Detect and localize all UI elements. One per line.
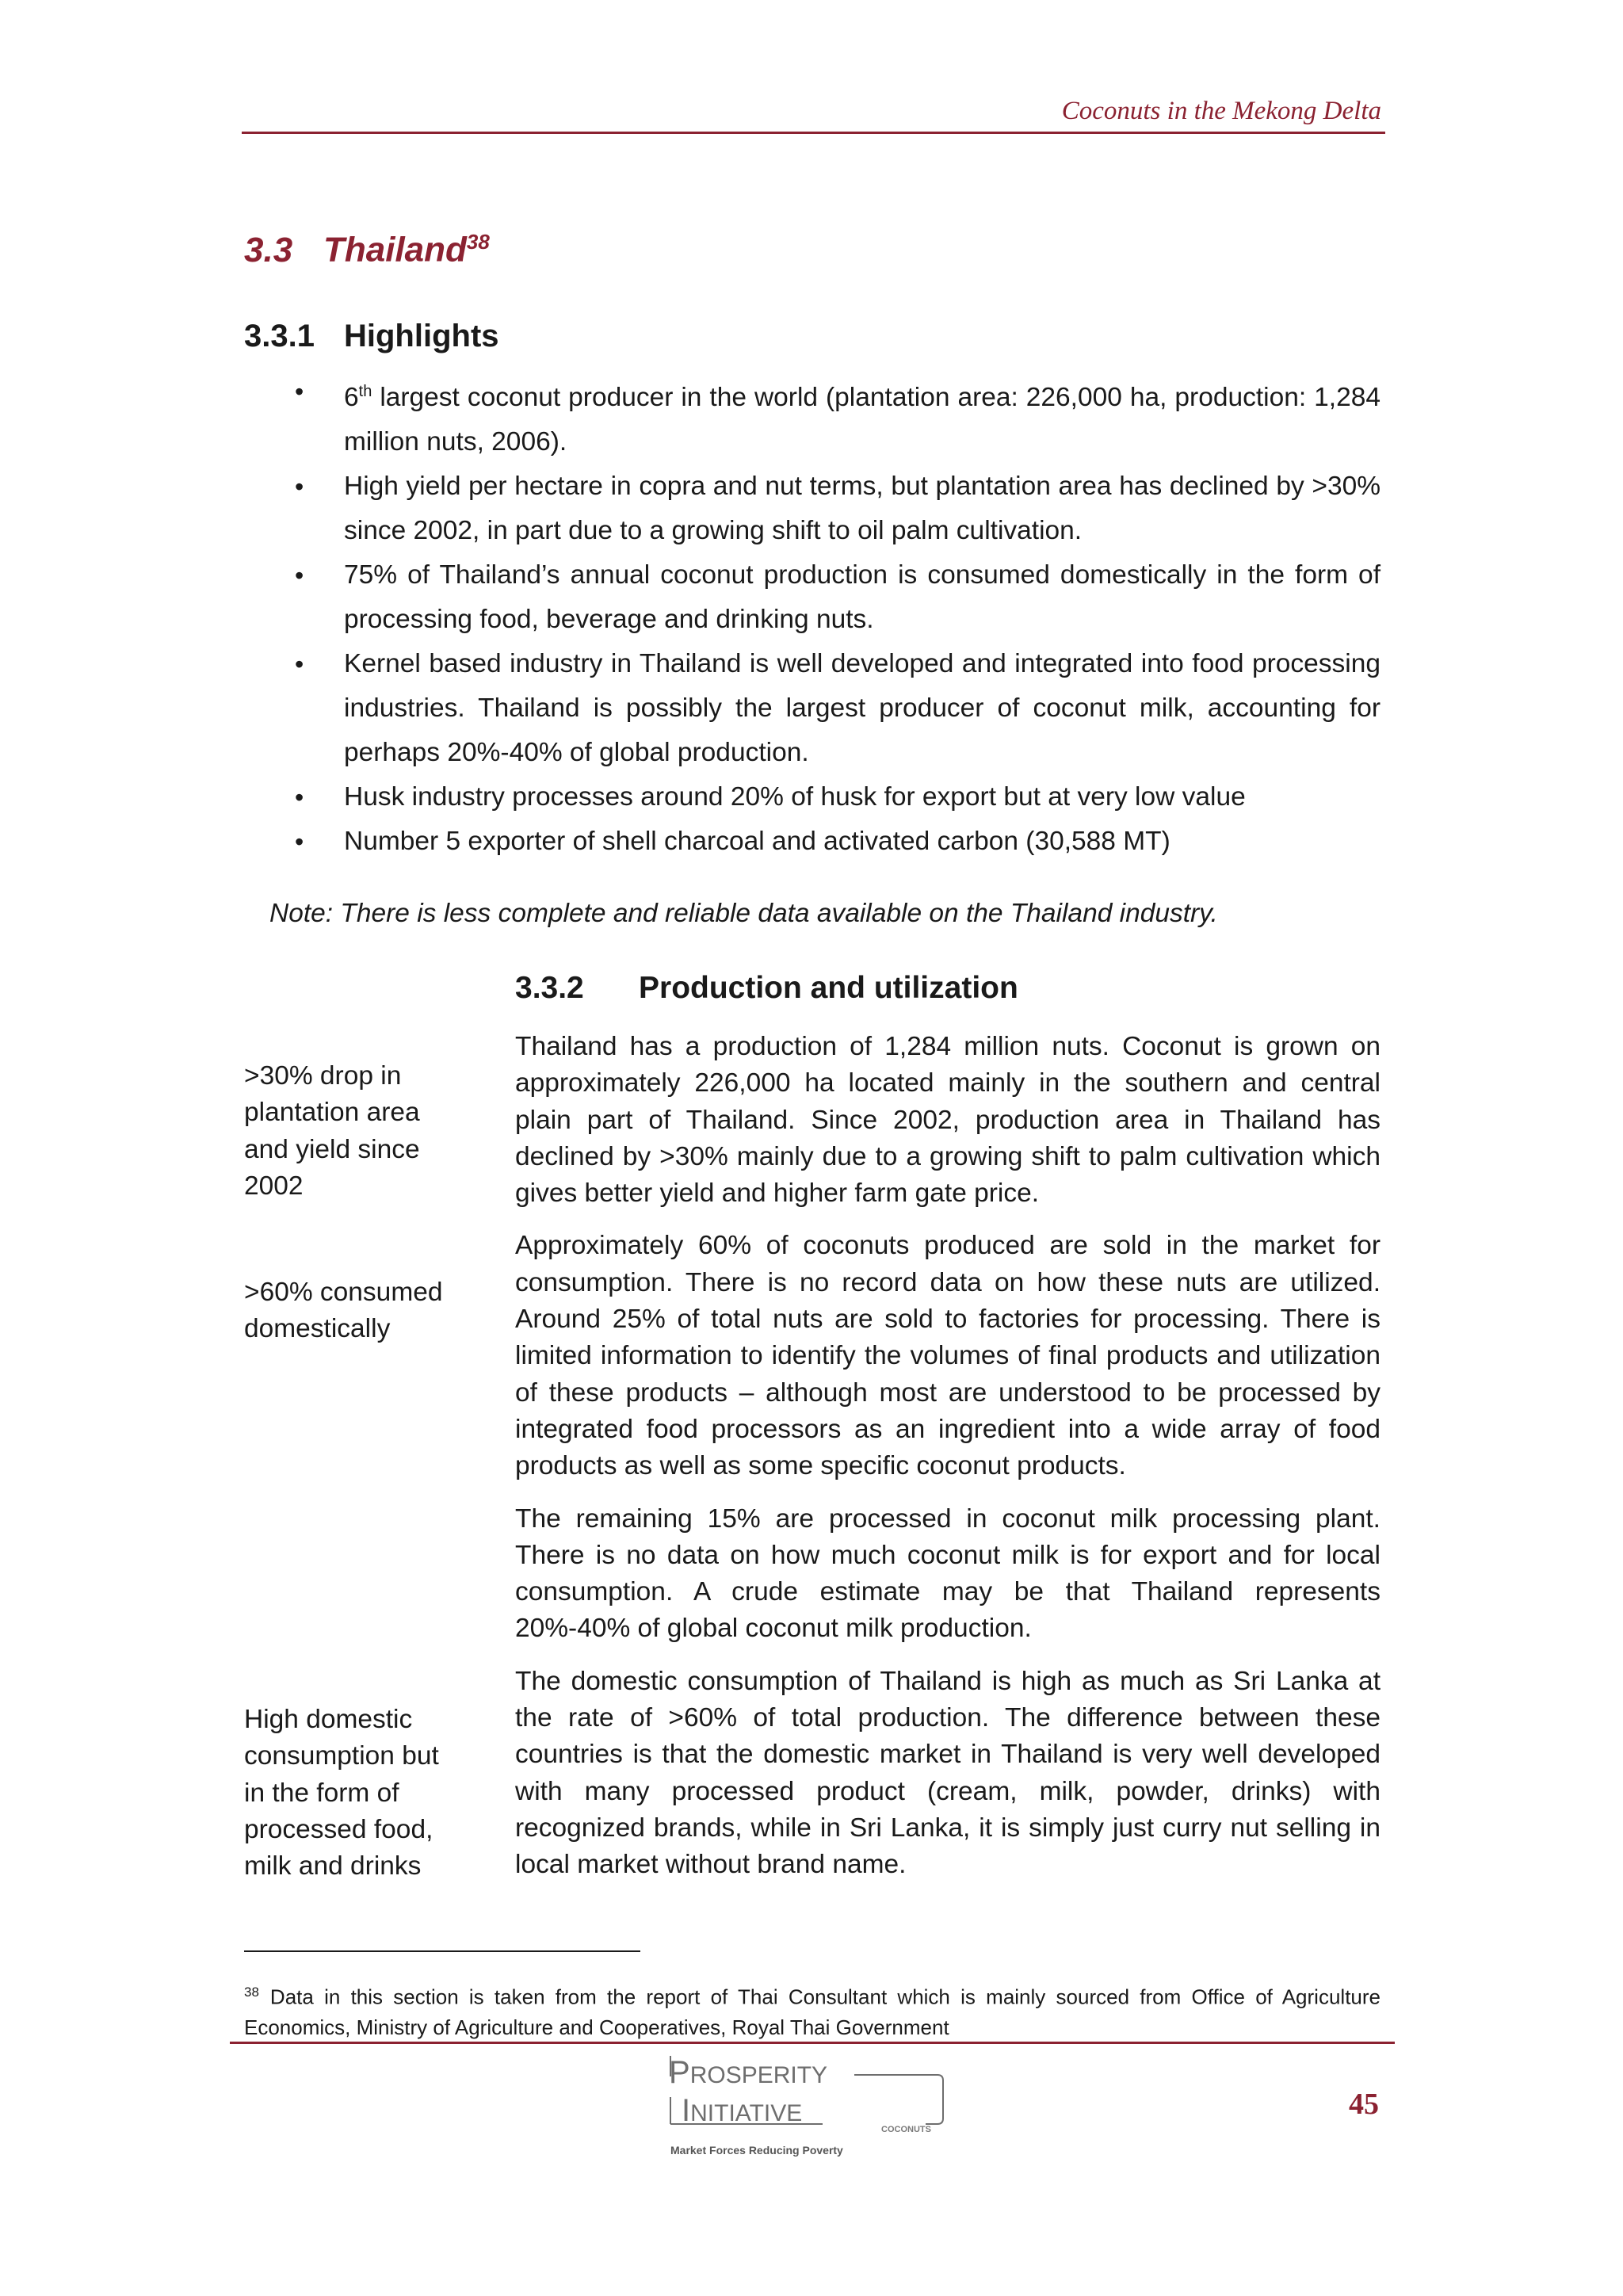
production-title: Production and utilization	[639, 971, 1018, 1005]
margin-note: High domestic consumption but in the form of processed food, milk and drinks	[244, 1705, 439, 1881]
highlight-text: Husk industry processes around 20% of husk for export but at very low value	[344, 782, 1246, 812]
highlight-text: High yield per hectare in copra and nut terms, but plantation area has declined by >30% since 2002, in part due to a growing shift to oil palm cultivation.	[344, 472, 1381, 546]
highlight-item	[295, 464, 1381, 553]
paragraph: The domestic consumption of Thailand is high as much as Sri Lanka at the rate of >60% of total production. The difference between these countries is that the domestic market in Thailand is very well developed with many processed product (cream, milk, powder, drinks) with recognized brands, while in Sri Lanka, it is simply just curry nut selling in local market without brand name.	[515, 1666, 1381, 1880]
footnote-number: 38	[244, 1985, 259, 2000]
highlight-text: 75% of Thailand’s annual coconut production is consumed domestically in the form of processing food, beverage and drinking nuts.	[344, 560, 1381, 635]
bullet-icon: •	[295, 377, 304, 406]
highlight-item	[295, 553, 1381, 642]
production-body	[515, 1029, 1381, 1900]
highlights-heading	[244, 319, 499, 354]
bullet-icon: •	[295, 650, 304, 679]
paragraph: Thailand has a production of 1,284 million nuts. Coconut is grown on approximately 226,000 ha located mainly in the southern and central plain part of Thailand. Since 2002, production area in Thailand has declined by >30% mainly due to a growing shift to palm cultivation which gives better yield and higher farm gate price.	[515, 1032, 1381, 1209]
prosperity-initiative-logo	[664, 2053, 949, 2164]
paragraph: The remaining 15% are processed in coconut milk processing plant. There is no data on how much coconut milk is for export and for local consumption. A crude estimate may be that Thailand represents 20%-40% of global coconut milk production.	[515, 1503, 1381, 1644]
highlight-item	[295, 369, 1381, 464]
margin-note: >60% consumed domestically	[244, 1278, 443, 1344]
footnote-ref: 38	[466, 230, 490, 254]
section-title-text: Thailand	[323, 230, 467, 269]
margin-note: >30% drop in plantation area and yield since 2002	[244, 1061, 420, 1201]
footnote-divider	[244, 1950, 640, 1952]
production-number: 3.3.2	[515, 971, 584, 1005]
bullet-icon: •	[295, 472, 304, 502]
paragraph: Approximately 60% of coconuts produced are sold in the market for consumption. There is no record data on how these nuts are utilized. Around 25% of total nuts are sold to factories for processing. There is limited information to identify the volumes of final products and utilization of these products – although most are understood to be processed by integrated food processors as an ingredient into a wide array of food products as well as some specific coconut products.	[515, 1231, 1381, 1481]
highlight-text: largest coconut producer in the world (plantation area: 226,000 ha, production: 1,284 million nuts, 2006).	[344, 383, 1381, 457]
data-note: Note: There is less complete and reliable data available on the Thailand industry.	[269, 899, 1218, 928]
footer-divider	[230, 2042, 1395, 2044]
running-header: Coconuts in the Mekong Delta	[1061, 97, 1381, 125]
logo-bracket	[854, 2075, 943, 2124]
page-number: 45	[1349, 2088, 1379, 2121]
logo-line1: PROSPERITY	[669, 2055, 828, 2090]
footnote	[244, 1977, 1381, 2042]
highlights-list	[295, 369, 1381, 864]
section-title	[244, 230, 490, 270]
logo-tagline: Market Forces Reducing Poverty	[670, 2144, 843, 2157]
logo-tag: COCONUTS	[881, 2125, 931, 2134]
highlight-text: Kernel based industry in Thailand is well developed and integrated into food processing industries. Thailand is possibly the largest producer of coconut milk, accounting for perhaps 20%-40% of global production.	[344, 649, 1381, 768]
highlight-item	[295, 642, 1381, 775]
section-number: 3.3	[244, 230, 293, 269]
bullet-icon: •	[295, 827, 304, 857]
highlights-number: 3.3.1	[244, 319, 315, 353]
production-heading	[515, 971, 1018, 1006]
logo-line2: INITIATIVE	[682, 2093, 803, 2128]
header-divider	[242, 132, 1385, 134]
highlight-ordinal: 6	[344, 383, 359, 413]
highlight-item	[295, 775, 1381, 819]
highlight-text: Number 5 exporter of shell charcoal and activated carbon (30,588 MT)	[344, 827, 1170, 857]
highlight-ordinal-suffix: th	[358, 383, 372, 400]
highlight-item	[295, 819, 1381, 864]
bullet-icon: •	[295, 561, 304, 590]
highlights-title: Highlights	[344, 319, 499, 353]
footnote-text: Data in this section is taken from the report of Thai Consultant which is mainly sourced from Office of Agriculture Economics, Ministry of Agriculture and Cooperatives, Royal Thai Government	[244, 1985, 1381, 2039]
bullet-icon: •	[295, 783, 304, 812]
